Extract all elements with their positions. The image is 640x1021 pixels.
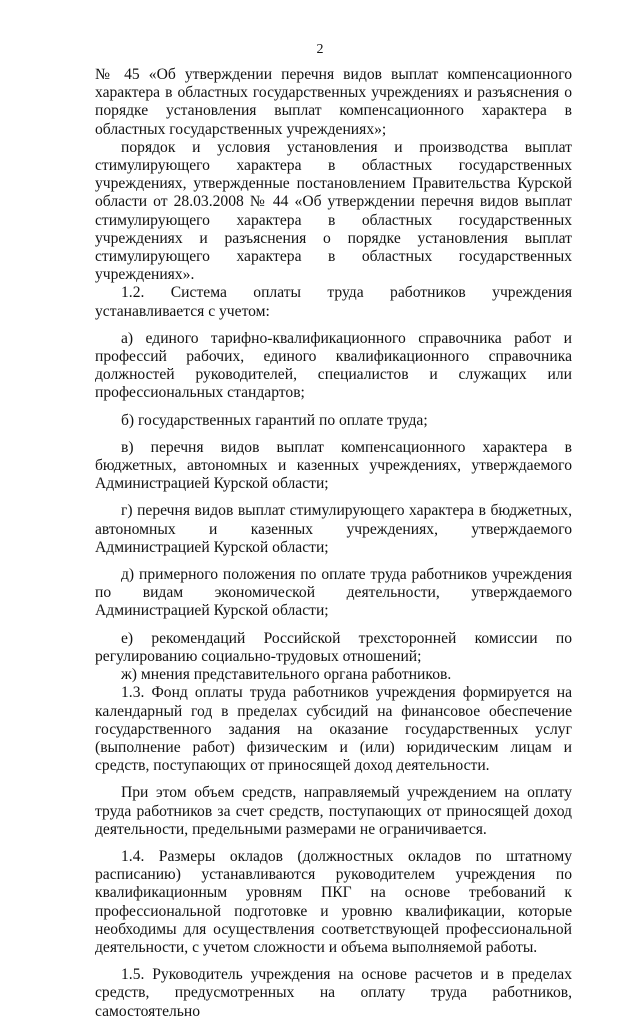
list-item-d: д) примерного положения по оплате труда работников учреждения по видам экономической деятельности, утверждаемого Администрацией Курской области; [95, 566, 572, 620]
paragraph-1-4: 1.4. Размеры окладов (должностных окладов по штатному расписанию) устанавливаются руководителем учреждения по квалификационным уровням ПКГ на основе требований к профессиональной подготовке и уровню квалификации, которые необходимы для осуществления соответствующей профессиональной деятельности, с учетом сложности и объема выполняемой работы. [95, 847, 572, 956]
list-item-v: в) перечня видов выплат компенсационного характера в бюджетных, автономных и казенных учреждениях, утверждаемого Администрацией Курской области; [95, 438, 572, 493]
list-item-e: е) рекомендаций Российской трехсторонней комиссии по регулированию социально-трудовых отношений; [95, 629, 572, 665]
paragraph-income-note: При этом объем средств, направляемый учреждением на оплату труда работников за счет средств, поступающих от приносящей доход деятельности, предельными размерами не ограничивается. [95, 784, 572, 838]
list-item-zh: ж) мнения представительного органа работников. [121, 666, 452, 684]
paragraph-1-2: 1.2. Система оплаты труда работников учреждения устанавливается с учетом: [95, 284, 572, 320]
list-item-b: б) государственных гарантий по оплате труда; [121, 411, 428, 429]
page-number: 2 [316, 42, 324, 57]
list-item-a: а) единого тарифно-квалификационного справочника работ и профессий рабочих, единого квалификационного справочника должностей руководителей, специалистов и служащих или профессиональных стандартов; [95, 329, 572, 402]
paragraph-decree-45-continuation: № 45 «Об утверждении перечня видов выплат компенсационного характера в областных государственных учреждениях и разъяснения о порядке установления выплат компенсационного характера в областных государственных учреждениях»; [95, 66, 572, 138]
document-body [95, 66, 572, 1021]
list-item-g: г) перечня видов выплат стимулирующего характера в бюджетных, автономных и казенных учреждениях, утверждаемого Администрацией Курской области; [95, 502, 572, 556]
paragraph-1-5: 1.5. Руководитель учреждения на основе расчетов и в пределах средств, предусмотренных на оплату труда работников, самостоятельно [95, 966, 572, 1020]
paragraph-1-3: 1.3. Фонд оплаты труда работников учреждения формируется на календарный год в пределах субсидий на финансовое обеспечение государственного задания на оказание государственных услуг (выполнение работ) физическим и (или) юридическим лицам и средств, поступающих от приносящей доход деятельности. [95, 684, 572, 775]
paragraph-stimulating-payments: порядок и условия установления и производства выплат стимулирующего характера в областных государственных учреждениях, утвержденные постановлением Правительства Курской области от 28.03.2008 № 44 «Об утверждении перечня видов выплат стимулирующего характера в областных государственных учреждениях и разъяснения о порядке установления выплат стимулирующего характера в областных государственных учреждениях». [95, 138, 572, 284]
